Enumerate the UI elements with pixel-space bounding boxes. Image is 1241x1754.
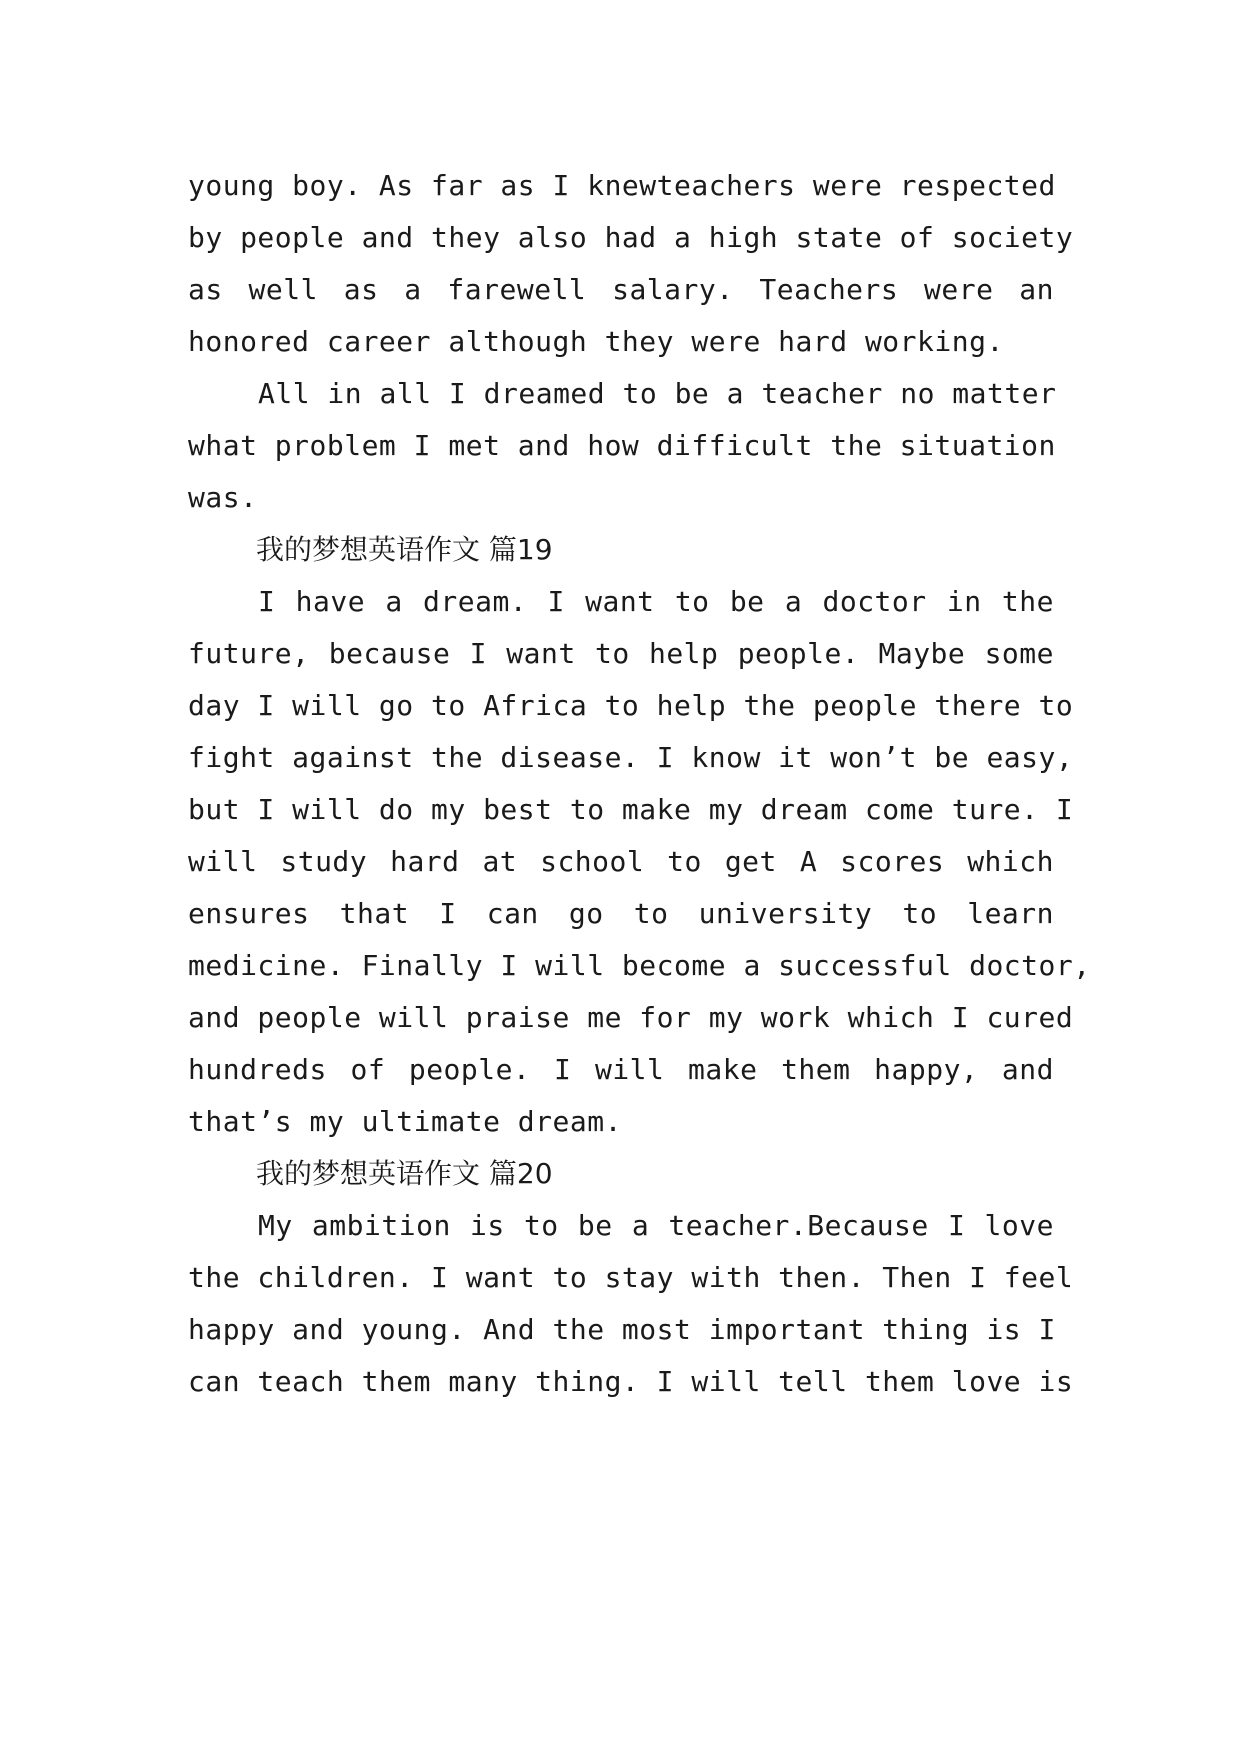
paragraph-line: can teach them many thing. I will tell them love is: [188, 1365, 1074, 1398]
paragraph-line: medicine. Finally I will become a successful doctor,: [188, 949, 1091, 982]
paragraph-line: what problem I met and how difficult the situation: [188, 429, 1056, 462]
paragraph-line: I have a dream. I want to be a doctor in the: [258, 585, 1054, 618]
section-heading: 我的梦想英语作文 篇20: [256, 1157, 553, 1190]
paragraph-line: that’s my ultimate dream.: [188, 1105, 622, 1138]
paragraph-line: My ambition is to be a teacher.Because I love: [258, 1209, 1054, 1242]
section-heading: 我的梦想英语作文 篇19: [256, 533, 553, 566]
paragraph-line: hundreds of people. I will make them happy, and: [188, 1053, 1054, 1086]
paragraph-line: as well as a farewell salary. Teachers were an: [188, 273, 1054, 306]
paragraph-line: honored career although they were hard working.: [188, 325, 1004, 358]
paragraph-line: and people will praise me for my work which I cured: [188, 1001, 1074, 1034]
paragraph-line: by people and they also had a high state of society: [188, 221, 1074, 254]
paragraph-line: will study hard at school to get A scores which: [188, 845, 1054, 878]
paragraph-line: the children. I want to stay with then. Then I feel: [188, 1261, 1074, 1294]
paragraph-line: but I will do my best to make my dream come ture. I: [188, 793, 1074, 826]
paragraph-line: was.: [188, 481, 258, 514]
paragraph-line: All in all I dreamed to be a teacher no matter: [258, 377, 1057, 410]
paragraph-line: fight against the disease. I know it won’t be easy,: [188, 741, 1074, 774]
paragraph-line: happy and young. And the most important thing is I: [188, 1313, 1056, 1346]
paragraph-line: day I will go to Africa to help the people there to: [188, 689, 1074, 722]
paragraph-line: ensures that I can go to university to learn: [188, 897, 1054, 930]
paragraph-line: future, because I want to help people. Maybe some: [188, 637, 1054, 670]
paragraph-line: young boy. As far as I knewteachers were respected: [188, 169, 1056, 202]
